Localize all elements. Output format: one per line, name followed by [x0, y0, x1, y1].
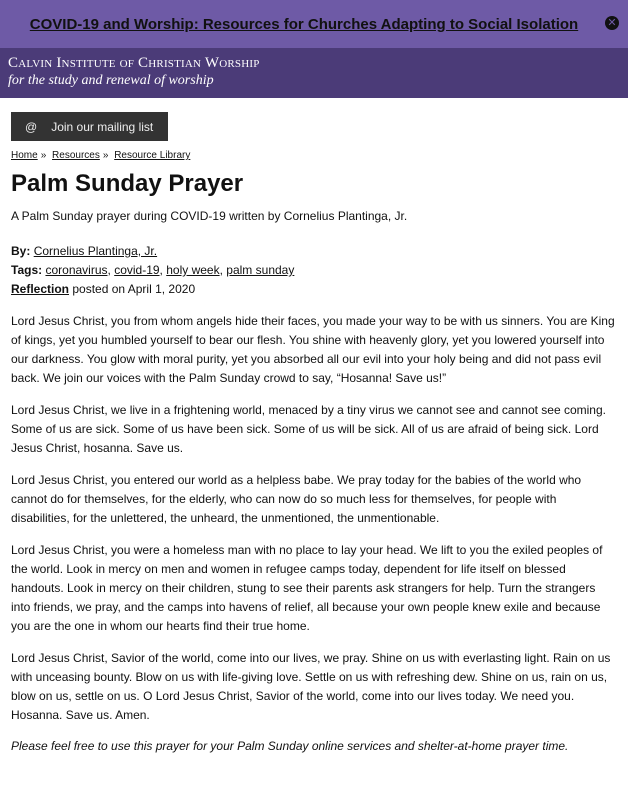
tag-link-palm-sunday[interactable]: palm sunday: [226, 263, 295, 277]
join-mailing-list-button[interactable]: [11, 112, 168, 141]
site-header: [0, 48, 628, 98]
tags-label: Tags:: [11, 263, 43, 277]
page-title: Palm Sunday Prayer: [11, 170, 244, 197]
covid-banner: [0, 0, 628, 48]
page-subtitle: A Palm Sunday prayer during COVID-19 written by Cornelius Plantinga, Jr.: [11, 209, 408, 223]
closing-note: Please feel free to use this prayer for your Palm Sunday online services and shelter-at-home prayer time.: [11, 739, 569, 753]
tag-link-covid-19[interactable]: covid-19: [114, 263, 160, 277]
breadcrumb-resource-library[interactable]: Resource Library: [114, 150, 191, 161]
prayer-paragraph: Lord Jesus Christ, we live in a frightening world, menaced by a tiny virus we cannot see and cannot see coming. Some of us are sick. Some of us have been sick. Some of us will be sick. All of us are afraid of being sick. Lord Jesus Christ, hosanna. Save us.: [11, 403, 606, 455]
close-icon[interactable]: ✕: [605, 16, 619, 30]
covid-resources-link[interactable]: COVID-19 and Worship: Resources for Churches Adapting to Social Isolation: [29, 15, 579, 33]
tags-line: [11, 261, 617, 280]
breadcrumb-home[interactable]: Home: [11, 150, 38, 161]
posted-line: [11, 280, 617, 299]
breadcrumb-separator: »: [102, 150, 109, 161]
main-content: [0, 98, 628, 756]
tag-separator: ,: [219, 263, 223, 277]
tag-separator: ,: [159, 263, 163, 277]
by-label: By:: [11, 244, 31, 258]
tag-link-coronavirus[interactable]: coronavirus: [45, 263, 108, 277]
author-link[interactable]: Cornelius Plantinga, Jr.: [33, 244, 158, 258]
tag-link-holy-week[interactable]: holy week: [166, 263, 220, 277]
content-type-link[interactable]: Reflection: [11, 282, 70, 296]
byline: [11, 242, 617, 261]
breadcrumb: [11, 150, 617, 161]
breadcrumb-resources[interactable]: Resources: [52, 150, 100, 161]
prayer-paragraph: Lord Jesus Christ, you entered our world as a helpless babe. We pray today for the babies of the world who cannot do for themselves, for the elderly, who can now do so much less for themselves, for people with disabilities, for the unlettered, the unheard, the unmentioned, the unmentionable.: [11, 473, 582, 525]
prayer-paragraph: Lord Jesus Christ, Savior of the world, come into our lives, we pray. Shine on us with everlasting light. Rain on us with unceasing bounty. Blow on us with life-giving love. Settle on us with refreshing dew. Shine on us, rain on us, blow on us, settle on us. O Lord Jesus Christ, Savior of the world, come into our lives today. We need you. Hosanna. Save us. Amen.: [11, 651, 611, 722]
posted-date: posted on April 1, 2020: [72, 282, 196, 296]
tag-separator: ,: [107, 263, 111, 277]
prayer-paragraph: Lord Jesus Christ, you were a homeless man with no place to lay your head. We lift to you the exiled peoples of the world. Look in mercy on men and women in refugee camps today, dependent for life itself on blessed handouts. Look in mercy on their children, stung to see their parents ask strangers for help. Turn the strangers into friends, we pray, and the camps into havens of relief, all because your own people knew exile and because you are the one in whom our hearts find their true home.: [11, 543, 603, 633]
site-title[interactable]: Calvin Institute of Christian Worship: [8, 55, 260, 71]
prayer-paragraph: Lord Jesus Christ, you from whom angels hide their faces, you made your way to be with us sinners. You are King of kings, yet you humbled yourself to bear our flesh. You shine with heavenly glory, yet you lowered yourself into our darkness. You glow with moral purity, yet you absorbed all our evil into your holy being and did not pass evil back. We join our voices with the Palm Sunday crowd to say, “Hosanna! Save us!”: [11, 314, 615, 385]
breadcrumb-separator: »: [40, 150, 47, 161]
article-meta: [11, 242, 617, 299]
at-sign-icon: @: [25, 119, 38, 134]
join-mailing-list-label: Join our mailing list: [51, 119, 154, 134]
site-tagline: for the study and renewal of worship: [8, 73, 214, 88]
